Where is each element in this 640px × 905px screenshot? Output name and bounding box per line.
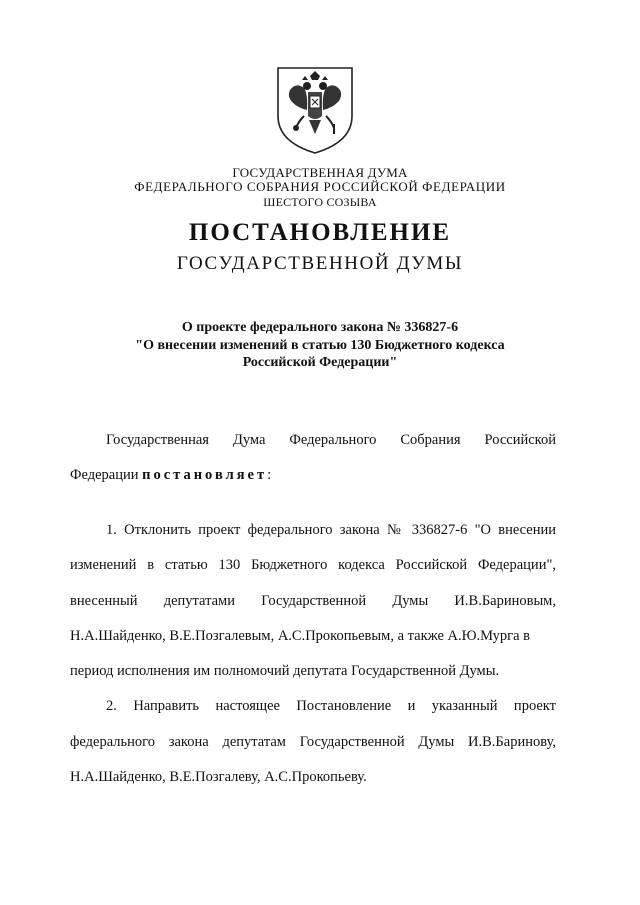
item1-line-4: Н.А.Шайденко, В.Е.Позгалевым, А.С.Прокопьевым, а также А.Ю.Мурга в xyxy=(70,628,531,644)
subject-line-1: О проекте федерального закона № 336827-6 xyxy=(181,320,459,335)
document-subtitle: ГОСУДАРСТВЕННОЙ ДУМЫ xyxy=(176,253,464,274)
subject-line-3: Российской Федерации" xyxy=(242,355,398,370)
item1-line-2: изменений в статью 130 Бюджетного кодекса Российской Федерации", xyxy=(70,557,556,573)
preamble-line-1: Государственная Дума Федерального Собрания Российской xyxy=(106,432,556,448)
preamble-suffix: : xyxy=(267,467,272,483)
document-title: ПОСТАНОВЛЕНИЕ xyxy=(188,219,452,246)
item2-line-3: Н.А.Шайденко, В.Е.Позгалеву, А.С.Прокопьеву. xyxy=(70,769,367,785)
resolves-word: постановляет xyxy=(142,467,268,483)
header-line-duma: ГОСУДАРСТВЕННАЯ ДУМА xyxy=(232,165,408,180)
item2-line-2: федерального закона депутатам Государственной Думы И.В.Баринову, xyxy=(70,734,556,750)
preamble-line-2 xyxy=(70,466,556,484)
item2-line-1: 2. Направить настоящее Постановление и указанный проект xyxy=(106,698,556,714)
preamble-prefix: Федерации xyxy=(70,467,143,483)
item1-line-5: период исполнения им полномочий депутата Государственной Думы. xyxy=(70,663,500,679)
header-line-assembly: ФЕДЕРАЛЬНОГО СОБРАНИЯ РОССИЙСКОЙ ФЕДЕРАЦИИ xyxy=(134,179,506,194)
subject-line-2: "О внесении изменений в статью 130 Бюджетного кодекса xyxy=(135,338,505,353)
item1-line-1: 1. Отклонить проект федерального закона № 336827-6 "О внесении xyxy=(106,522,556,538)
coat-of-arms-icon xyxy=(274,64,356,156)
header-line-convocation: ШЕСТОГО СОЗЫВА xyxy=(263,195,377,209)
item1-line-3: внесенный депутатами Государственной Думы И.В.Бариновым, xyxy=(70,593,556,609)
